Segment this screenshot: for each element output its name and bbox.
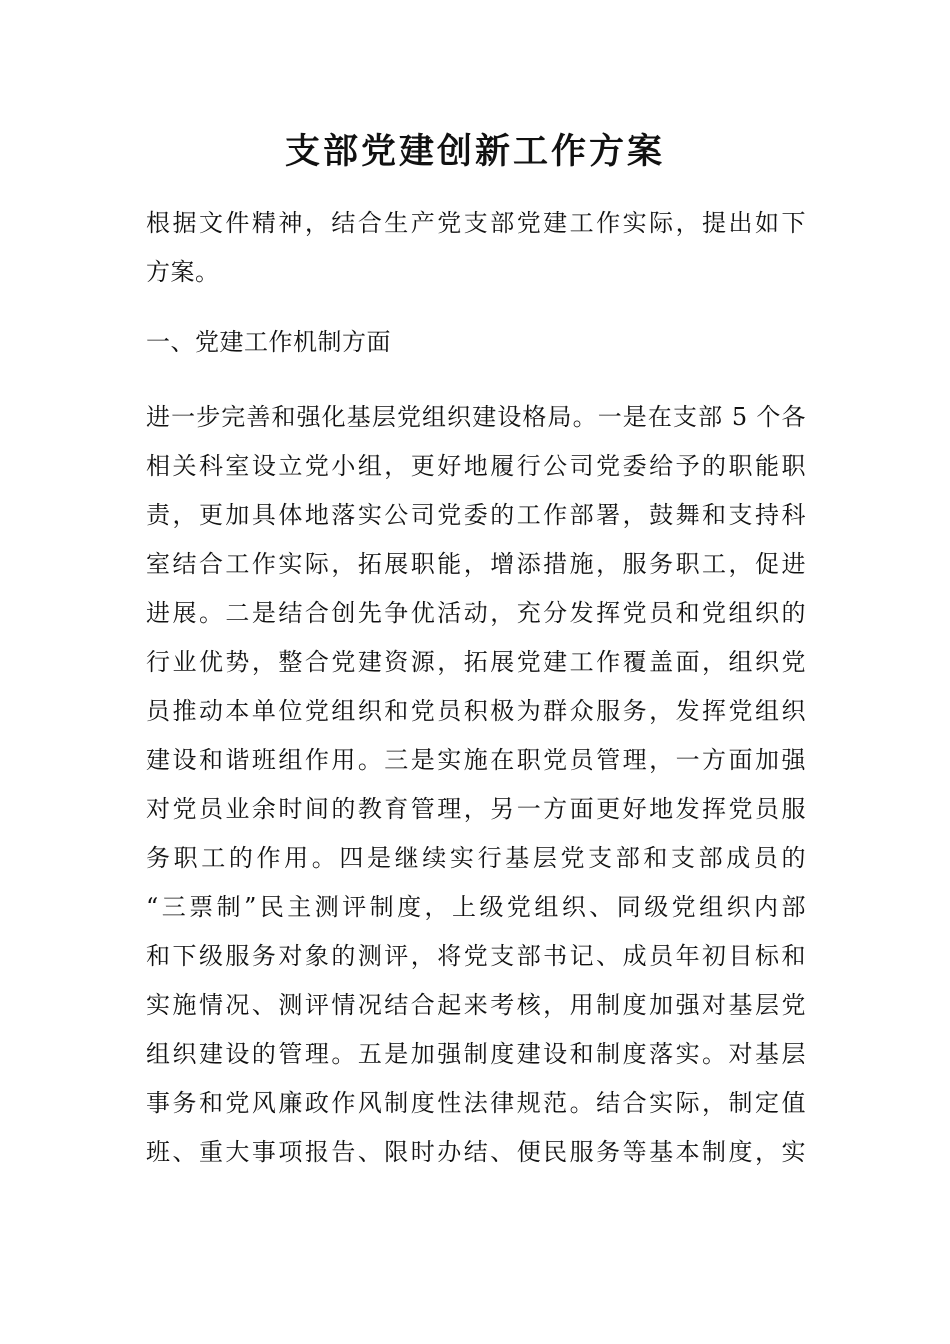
body-line: 进展。二是结合创先争优活动，充分发挥党员和党组织的 bbox=[146, 599, 806, 627]
body-line: 组织建设的管理。五是加强制度建设和制度落实。对基层 bbox=[146, 1040, 806, 1068]
body-line: 务职工的作用。四是继续实行基层党支部和支部成员的 bbox=[146, 844, 806, 872]
body-line: 责，更加具体地落实公司党委的工作部署，鼓舞和支持科 bbox=[146, 501, 806, 529]
body-line: 行业优势，整合党建资源，拓展党建工作覆盖面，组织党 bbox=[146, 648, 806, 676]
body-line: 室结合工作实际，拓展职能，增添措施，服务职工，促进 bbox=[146, 550, 806, 578]
document-title: 支部党建创新工作方案 bbox=[284, 131, 665, 172]
body-line: 班、重大事项报告、限时办结、便民服务等基本制度，实 bbox=[146, 1138, 806, 1166]
body-line: 建设和谐班组作用。三是实施在职党员管理，一方面加强 bbox=[146, 746, 806, 774]
body-line: 实施情况、测评情况结合起来考核，用制度加强对基层党 bbox=[146, 991, 806, 1019]
intro-line: 根据文件精神，结合生产党支部党建工作实际，提出如下 bbox=[146, 209, 806, 237]
intro-line: 方案。 bbox=[146, 258, 220, 286]
body-line: “三票制”民主测评制度，上级党组织、同级党组织内部 bbox=[146, 893, 806, 921]
body-line: 进一步完善和强化基层党组织建设格局。一是在支部 5 个各 bbox=[146, 403, 806, 431]
body-line: 事务和党风廉政作风制度性法律规范。结合实际，制定值 bbox=[146, 1089, 806, 1117]
body-line: 对党员业余时间的教育管理，另一方面更好地发挥党员服 bbox=[146, 795, 806, 823]
body-line: 相关科室设立党小组，更好地履行公司党委给予的职能职 bbox=[146, 452, 806, 480]
body-line: 员推动本单位党组织和党员积极为群众服务，发挥党组织 bbox=[146, 697, 806, 725]
section-heading: 一、党建工作机制方面 bbox=[146, 328, 391, 356]
body-line: 和下级服务对象的测评，将党支部书记、成员年初目标和 bbox=[146, 942, 806, 970]
